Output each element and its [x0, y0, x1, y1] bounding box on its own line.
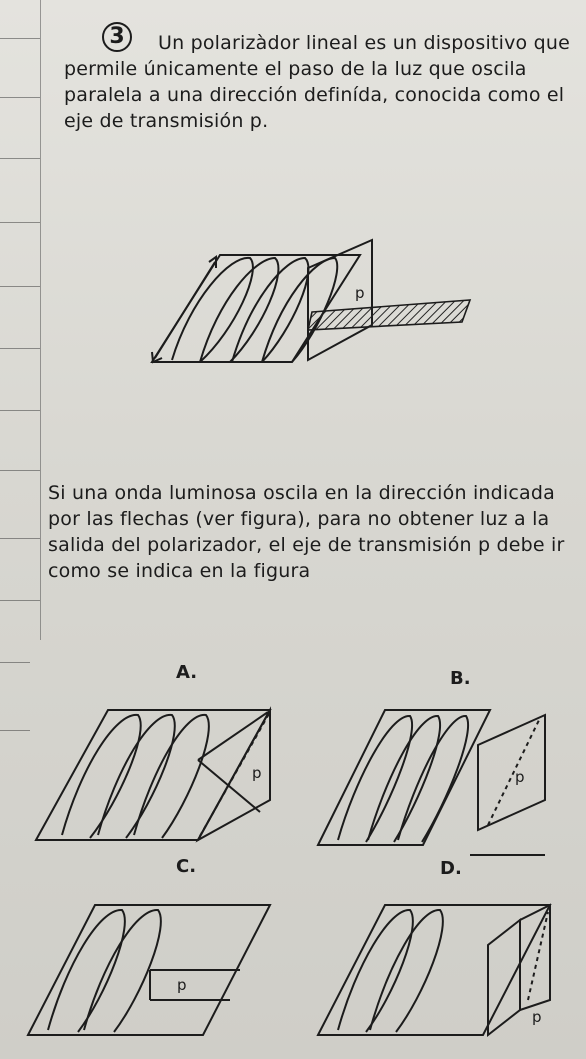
option-d-axis-label: p: [532, 1008, 542, 1026]
option-c-label: C.: [176, 856, 197, 877]
option-a-label: A.: [176, 662, 198, 683]
option-a-axis-label: p: [252, 764, 262, 782]
option-b-label: B.: [450, 668, 471, 689]
option-c-figure: [28, 905, 270, 1035]
option-d-label: D.: [440, 858, 462, 879]
question-number: 3: [102, 22, 132, 52]
option-d-figure: [318, 905, 550, 1035]
option-b-axis-label: p: [515, 768, 525, 786]
option-b-figure: [318, 710, 545, 855]
intro-text: Un polarizàdor lineal es un dispositivo que permile únicamente el paso de la luz que oscila paralela a una dirección definída, conocida como el eje de transmisión p.: [64, 32, 570, 132]
option-a-figure: [36, 710, 270, 840]
option-c-axis-label: p: [177, 976, 187, 994]
question-paragraph: Si una onda luminosa oscila en la dirección indicada por las flechas (ver figura), para no obtener luz a la salida del polarizador, el eje de transmisión p debe ir como se indica en la figura: [48, 482, 565, 582]
figure-axis-label: p: [355, 284, 365, 302]
